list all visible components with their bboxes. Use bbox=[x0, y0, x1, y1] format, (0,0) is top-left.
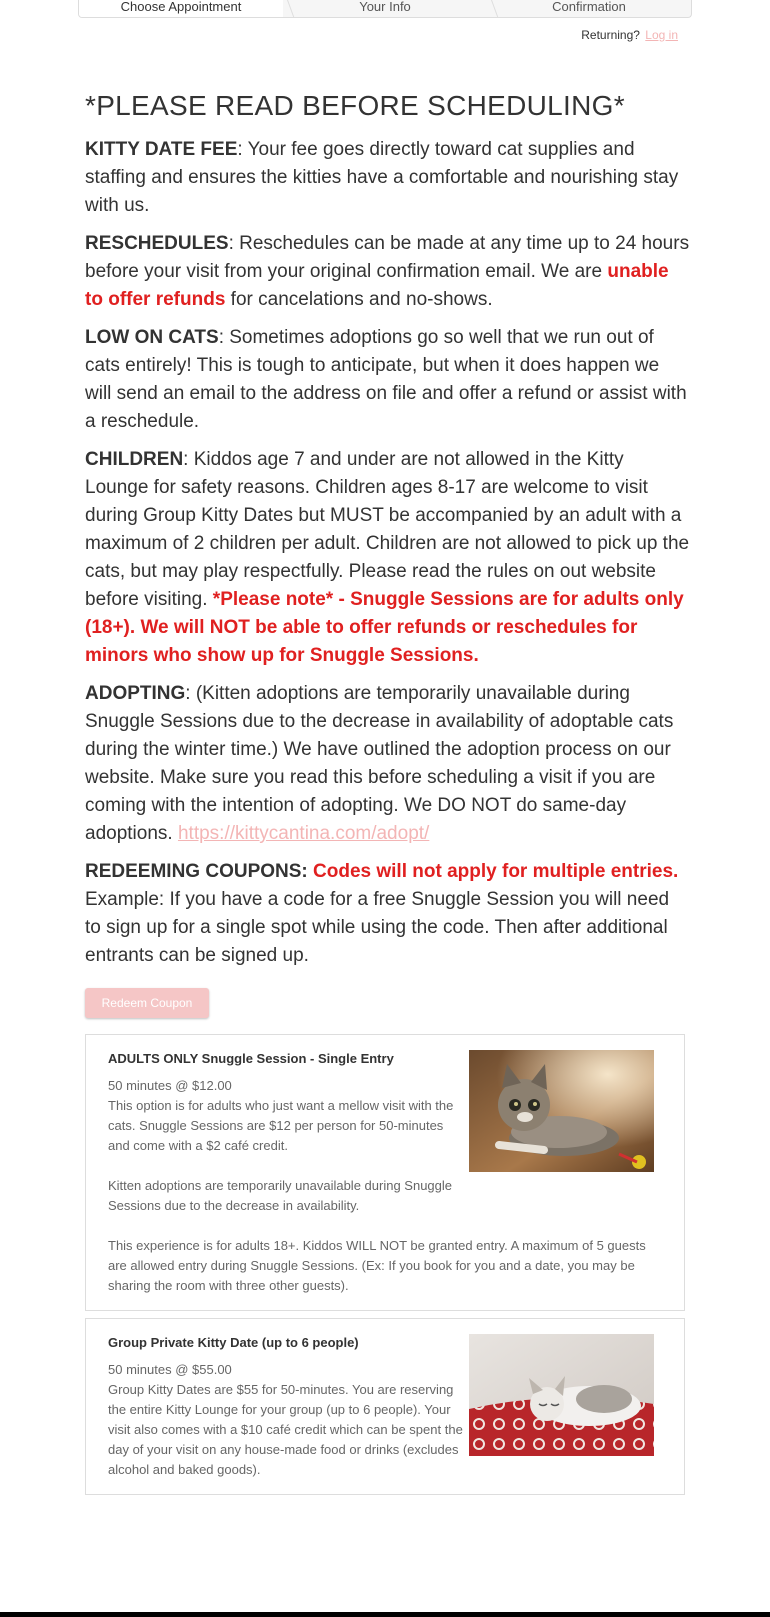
rule-body: : (Kitten adoptions are temporarily unavailable during Snuggle Sessions due to the decrease in availability of adoptable cats during the winter time.) We have outlined the adoption process on our website. Make sure you read this before scheduling a visit if you are coming with the intention of adopting. We DO NOT do same-day adoptions. bbox=[85, 683, 674, 844]
step-choose-appointment[interactable] bbox=[79, 0, 283, 17]
rule-low-on-cats bbox=[85, 324, 690, 436]
rule-children bbox=[85, 446, 690, 670]
rule-title: CHILDREN bbox=[85, 449, 184, 470]
cat-photo bbox=[469, 1334, 654, 1456]
step-label: Your Info bbox=[359, 0, 411, 14]
login-link[interactable]: Log in bbox=[645, 28, 678, 42]
rule-reschedules bbox=[85, 230, 690, 314]
appointment-card-group[interactable] bbox=[85, 1318, 685, 1495]
appointment-duration: 50 minutes @ $55.00 bbox=[108, 1362, 232, 1377]
appointment-title: Group Private Kitty Date (up to 6 people) bbox=[108, 1335, 359, 1350]
rule-coupons bbox=[85, 858, 690, 970]
rule-title: KITTY DATE FEE bbox=[85, 139, 238, 160]
rule-body: : Kiddos age 7 and under are not allowed in the Kitty Lounge for safety reasons. Children ages 8-17 are welcome to visit during Group Kitty Dates but MUST be accompanied by an adult with a maximum of 2 children per adult. Children are not allowed to pick up the cats, but may play respectfully. Please read the rules on out website before visiting. bbox=[85, 449, 690, 610]
appointment-description: Group Kitty Dates are $55 for 50-minutes. You are reserving the entire Kitty Lounge for your group (up to 6 people). Your visit also comes with a $10 café credit which can be spent the day of your visit on any house-made food or drinks (excludes alcohol and baked goods). bbox=[108, 1382, 463, 1477]
cat-image bbox=[469, 1334, 654, 1456]
rule-title: RESCHEDULES bbox=[85, 233, 229, 254]
rule-highlight: Codes will not apply for multiple entries. bbox=[307, 861, 679, 882]
rule-body: : Reschedules can be made at any time up to 24 hours before your visit from your original confirmation email. We are bbox=[85, 233, 690, 282]
bottom-bar bbox=[0, 1612, 770, 1617]
kitten-photo bbox=[469, 1050, 654, 1172]
scheduling-notice bbox=[85, 90, 690, 980]
rule-highlight: *Please note* - Snuggle Sessions are for adults only (18+). We will NOT be able to offer refunds or reschedules for minors who show up for Snuggle Sessions. bbox=[85, 589, 684, 666]
rule-body: Example: If you have a code for a free Snuggle Session you will need to sign up for a single spot while using the code. Then after additional entrants can be signed up. bbox=[85, 889, 670, 966]
step-your-info[interactable] bbox=[283, 0, 487, 17]
rule-fee bbox=[85, 136, 690, 220]
rule-title: ADOPTING bbox=[85, 683, 186, 704]
appointment-details bbox=[108, 1076, 463, 1216]
appointment-details bbox=[108, 1360, 463, 1480]
redeem-coupon-button[interactable]: Redeem Coupon bbox=[85, 988, 209, 1018]
step-label: Choose Appointment bbox=[120, 0, 242, 14]
adopt-link[interactable]: https://kittycantina.com/adopt/ bbox=[177, 823, 430, 844]
returning-customer bbox=[581, 28, 678, 42]
appointment-description: This experience is for adults 18+. Kiddos WILL NOT be granted entry. A maximum of 5 guests are allowed entry during Snuggle Sessions. (Ex: If you book for you and a date, you may be sharing the room with three other guests). bbox=[108, 1238, 646, 1293]
rule-body: : Your fee goes directly toward cat supplies and staffing and ensures the kitties have a comfortable and nourishing stay with us. bbox=[85, 139, 679, 216]
kitten-image bbox=[469, 1050, 654, 1172]
appointment-card-snuggle[interactable] bbox=[85, 1034, 685, 1311]
rule-highlight: unable to offer refunds bbox=[85, 261, 669, 310]
rule-body: for cancelations and no-shows. bbox=[225, 289, 493, 310]
appointment-details-extra bbox=[108, 1236, 662, 1296]
step-confirmation[interactable] bbox=[487, 0, 691, 17]
appointment-duration: 50 minutes @ $12.00 bbox=[108, 1078, 232, 1093]
step-label: Confirmation bbox=[552, 0, 626, 14]
appointment-title: ADULTS ONLY Snuggle Session - Single Entry bbox=[108, 1051, 394, 1066]
rule-adopting bbox=[85, 680, 690, 848]
appointment-description: This option is for adults who just want a mellow visit with the cats. Snuggle Sessions are $12 per person for 50-minutes and come with a $2 café credit. bbox=[108, 1098, 454, 1153]
progress-steps bbox=[78, 0, 692, 18]
rule-title: REDEEMING COUPONS: bbox=[85, 861, 308, 882]
rule-title: LOW ON CATS bbox=[85, 327, 219, 348]
page-heading: *PLEASE READ BEFORE SCHEDULING* bbox=[85, 90, 625, 121]
rule-body: : Sometimes adoptions go so well that we run out of cats entirely! This is tough to anticipate, but when it does happen we will send an email to the address on file and offer a refund or assist with a reschedule. bbox=[85, 327, 687, 432]
appointment-description: Kitten adoptions are temporarily unavailable during Snuggle Sessions due to the decrease in availability. bbox=[108, 1178, 452, 1213]
returning-label: Returning? bbox=[581, 28, 640, 42]
